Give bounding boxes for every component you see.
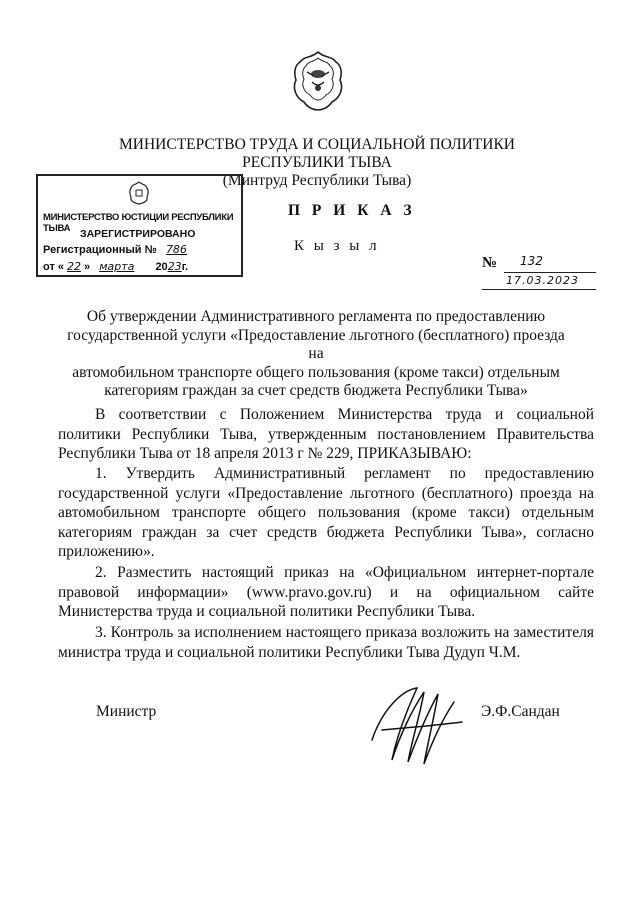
stamp-reg-number (43, 243, 193, 256)
document-number-label: № (482, 255, 498, 271)
tuva-emblem-icon (290, 50, 346, 112)
date-underline (482, 289, 596, 290)
signer-name: Э.Ф.Сандан (481, 703, 560, 720)
document-title (60, 308, 572, 401)
title-line: категориям граждан за счет средств бюджета Республики Тыва» (104, 382, 528, 399)
body-item-1: 1. Утвердить Административный регламент по предоставлению государственной услуги «Предоставление льготного (бесплатного) проезда на автомобильном транспорте общего пользования (кроме такси) отдельным категориям граждан за счет средств бюджета Республики Тыва», согласно приложению». (58, 465, 594, 561)
document-date-value: 17.03.2023 (506, 274, 579, 287)
body-item-2: 2. Разместить настоящий приказ на «Официальном интернет-портале правовой информации» (www.pravo.gov.ru) и на официальном сайте Министерства труда и социальной политики Республики Тыва. (58, 564, 594, 621)
document-type: П Р И К А З (288, 202, 416, 219)
stamp-date-year-prefix: 20 (155, 261, 168, 273)
stamp-registered: ЗАРЕГИСТРИРОВАНО (80, 228, 196, 240)
stamp-ministry: МИНИСТЕРСТВО ЮСТИЦИИ РЕСПУБЛИКИ ТЫВА (43, 212, 234, 234)
signer-position: Министр (96, 703, 157, 720)
title-line: государственной услуги «Предоставление льготного (бесплатного) проезда на (67, 326, 565, 362)
stamp-reg-value: 786 (165, 243, 187, 256)
org-short-name: (Минтруд Республики Тыва) (222, 172, 412, 189)
title-line: Об утверждении Административного регламента по предоставлению (86, 308, 546, 325)
registration-stamp (36, 174, 243, 277)
document-city: К ы з ы л (294, 238, 380, 254)
handwritten-signature (362, 680, 472, 770)
org-name-line1: МИНИСТЕРСТВО ТРУДА И СОЦИАЛЬНОЙ ПОЛИТИКИ (119, 136, 515, 153)
stamp-date-mid: » (84, 261, 91, 273)
body-item-3: 3. Контроль за исполнением настоящего приказа возложить на заместителя министра труда и социальной политики Республики Тыва Дудуп Ч.М. (58, 624, 594, 661)
org-name-line2: РЕСПУБЛИКИ ТЫВА (242, 154, 392, 171)
title-line: автомобильном транспорте общего пользования (кроме такси) отдельным (72, 363, 560, 381)
document-number-value: 132 (520, 254, 543, 268)
stamp-date-prefix: от « (43, 261, 65, 273)
stamp-date-month: марта (99, 260, 135, 273)
stamp-emblem-icon (129, 181, 149, 205)
stamp-reg-date (43, 260, 188, 273)
stamp-date-year-suffix: 23 (167, 260, 182, 273)
stamp-date-day: 22 (67, 260, 82, 273)
body-intro: В соответствии с Положением Министерства труда и социальной политики Республики Тыва, утвержденным постановлением Правительства Республики Тыва от 18 апреля 2013 г № 229, ПРИКАЗЫВАЮ: (58, 406, 594, 463)
stamp-date-end: г. (181, 261, 189, 273)
number-underline (504, 272, 596, 273)
stamp-reg-label: Регистрационный № (43, 244, 157, 256)
